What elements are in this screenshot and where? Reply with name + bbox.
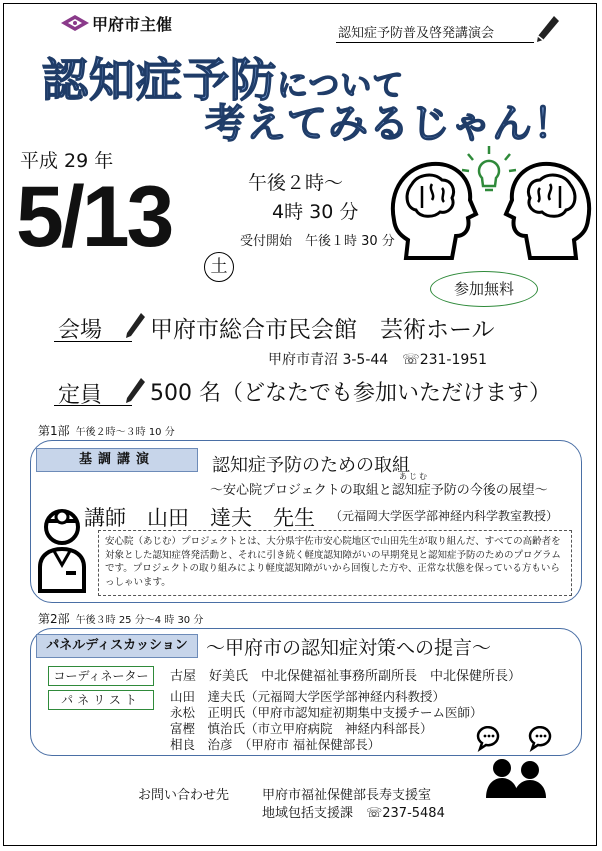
- lightbulb-icon: [462, 146, 516, 190]
- keynote-subtitle: ～安心院プロジェクトの取組と認知症予防の今後の展望～: [210, 483, 548, 498]
- event-date: 5/13: [16, 169, 172, 265]
- title-line-1: 認知症予防について: [42, 53, 405, 107]
- contact-division-phone: 地域包括支援課 ☏237-5484: [262, 806, 445, 821]
- series-underline: [336, 42, 534, 43]
- venue-address: 甲府市青沼 3-5-44 ☏231-1951: [268, 352, 488, 368]
- panelist-list: [170, 689, 483, 753]
- venue-label: 会場: [58, 318, 103, 343]
- keynote-title: 認知症予防のための取組: [212, 455, 410, 476]
- city-emblem-icon: [60, 14, 90, 32]
- free-admission-badge: 参加無料: [430, 271, 538, 307]
- panelist-tag: パネリスト: [48, 690, 154, 710]
- series-name: 認知症予防普及啓発講演会: [338, 26, 495, 41]
- pen-icon: [124, 312, 146, 340]
- part1-heading: 第1部 午後２時～３時 10 分: [38, 424, 175, 438]
- event-weekday: 土: [204, 252, 234, 282]
- venue-name: 甲府市総合市民会館 芸術ホール: [150, 317, 495, 343]
- event-year: 平成 29 年: [20, 150, 114, 172]
- panel-discussion-tag: パネルディスカッション: [36, 634, 198, 658]
- capacity-label: 定員: [58, 383, 103, 408]
- pen-icon: [124, 377, 146, 405]
- two-heads-brain-icon: [386, 140, 596, 280]
- organizer: 甲府市主催: [92, 15, 173, 34]
- ruby-reading: あじむ: [399, 472, 429, 481]
- project-description: 安心院（あじむ）プロジェクトとは、大分県宇佐市安心院地区で山田先生が取り組んだ、すべての高齢者を対象とした認知症啓発活動と、それに引き続く軽度認知障がいの早期発見と認知症予防のためのプログラムです。プロジェクトの取り組みにより軽度認知障がいから回復した方や、正常な状態を保っている方もいらっしゃいます。: [98, 530, 572, 596]
- lecturer-name: 講師 山田 達夫 先生: [84, 506, 315, 530]
- pen-icon: [534, 14, 560, 44]
- capacity-underline: [54, 405, 132, 406]
- contact-label: お問い合わせ先: [138, 788, 230, 803]
- panelist-item: 山田 達夫氏（元福岡大学医学部神経内科教授）: [170, 689, 446, 704]
- people-chat-icon: [474, 726, 560, 800]
- part2-heading: 第2部 午後３時 25 分～4 時 30 分: [38, 612, 204, 626]
- reception-time: 受付開始 午後１時 30 分: [240, 234, 395, 249]
- panelist-item: 富樫 慎治氏（市立甲府病院 神経内科部長）: [170, 721, 433, 736]
- venue-underline: [54, 341, 132, 342]
- panelist-item: 相良 治彦 （甲府市 福祉保健部長）: [170, 737, 381, 752]
- panel-title: ～甲府市の認知症対策への提言～: [206, 637, 492, 659]
- start-time: 午後２時～: [248, 172, 344, 194]
- capacity-text: 500 名（どなたでも参加いただけます）: [150, 381, 551, 406]
- contact-office: 甲府市福祉保健部長寿支援室: [262, 788, 432, 803]
- coordinator-tag: コーディネーター: [48, 666, 154, 686]
- lecturer-affiliation: （元福岡大学医学部神経内科学教室教授）: [330, 509, 559, 523]
- title-line-2: 考えてみるじゃん！: [205, 101, 574, 147]
- end-time: 4時 30 分: [272, 201, 359, 223]
- doctor-icon: [36, 505, 88, 595]
- keynote-tag: 基調講演: [36, 448, 198, 472]
- panelist-item: 永松 正明氏（甲府市認知症初期集中支援チーム医師）: [170, 705, 483, 720]
- coordinator-info: 古屋 好美氏 中北保健福祉事務所副所長 中北保健所長）: [170, 669, 522, 684]
